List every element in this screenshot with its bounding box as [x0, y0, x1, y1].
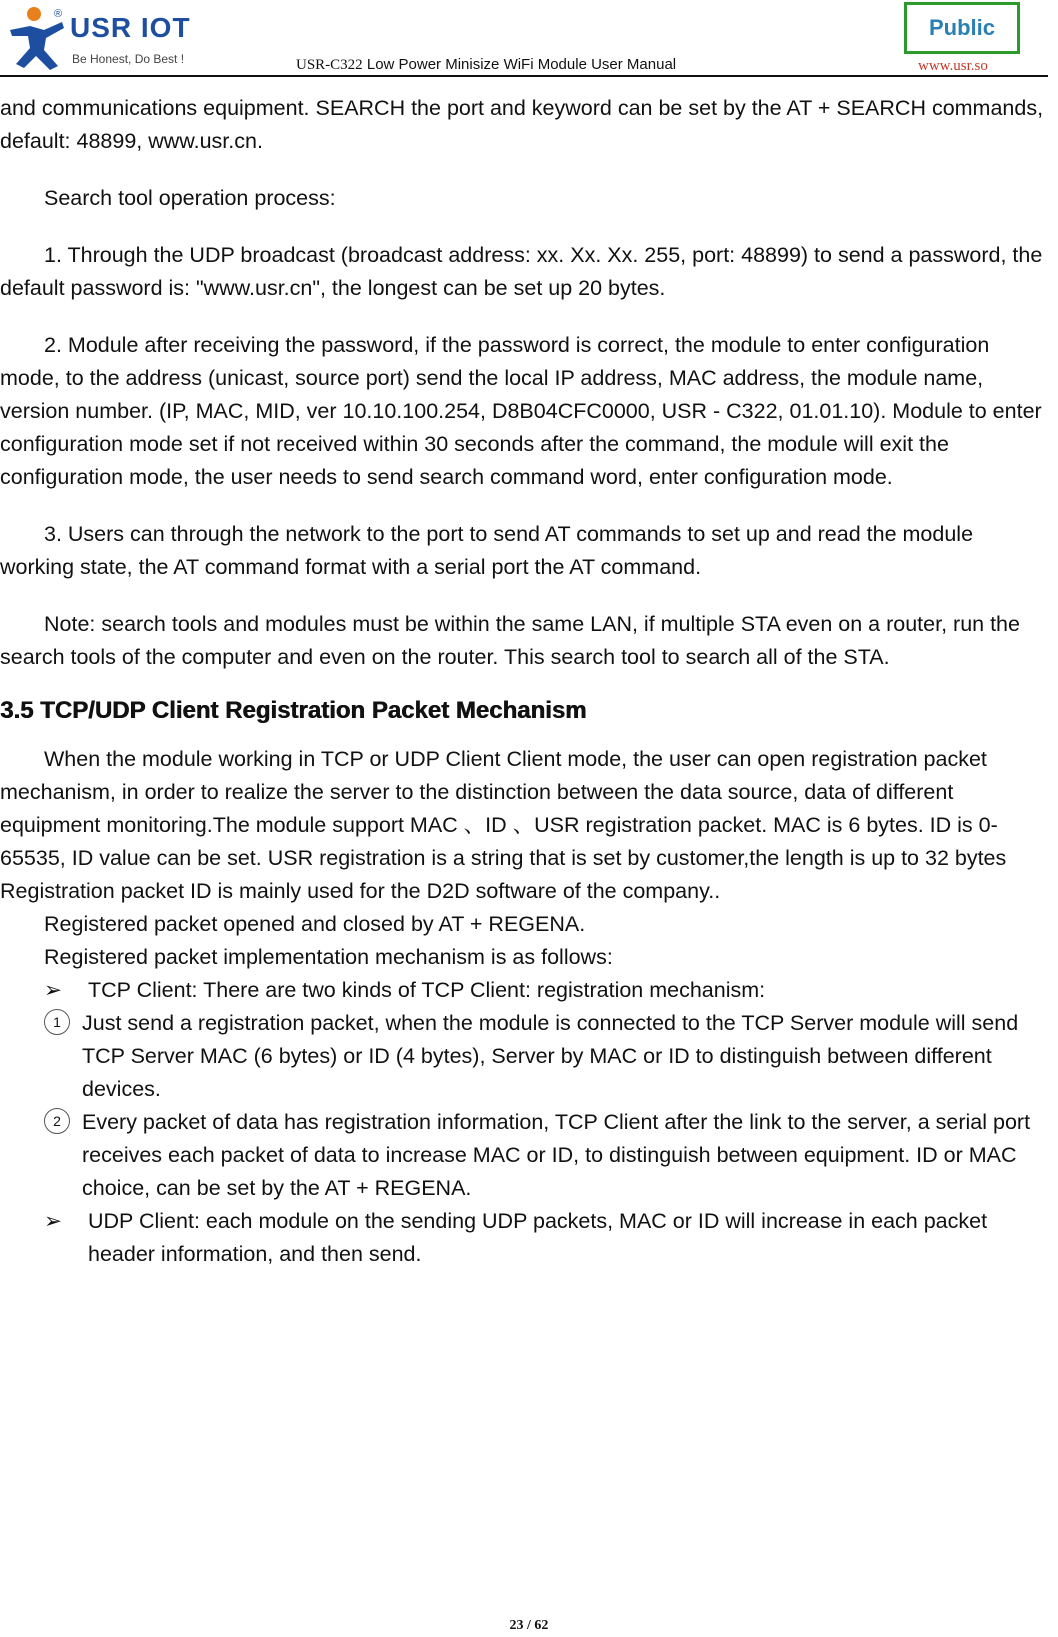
usr-iot-logo: [4, 4, 204, 74]
header-rule: [0, 75, 1048, 77]
paragraph-step-1: 1. Through the UDP broadcast (broadcast address: xx. Xx. Xx. 255, port: 48899) to send a password, the default password is: "www.usr.cn", the longest can be set up 20 bytes.: [0, 243, 1043, 300]
document-title: [296, 56, 676, 74]
paragraph-mechanism: Registered packet implementation mechanism is as follows:: [44, 945, 613, 969]
title-text: Low Power Minisize WiFi Module User Manual: [362, 56, 677, 73]
paragraph-continuation: and communications equipment. SEARCH the port and keyword can be set by the AT + SEARCH commands, default: 48899, www.usr.cn.: [0, 96, 1044, 153]
circled-number-1: 1: [44, 1009, 70, 1035]
numbered-text-1: Just send a registration packet, when the module is connected to the TCP Server module will send TCP Server MAC (6 bytes) or ID (4 bytes), Server by MAC or ID to distinguish between different devices.: [82, 1011, 1019, 1101]
bullet-arrow-icon: ➢: [44, 1209, 63, 1233]
header-url: www.usr.so: [918, 58, 988, 74]
brand-slogan: Be Honest, Do Best !: [72, 52, 185, 66]
public-badge: Public: [904, 2, 1020, 54]
paragraph-search-process: Search tool operation process:: [44, 186, 336, 210]
page-content: [0, 92, 1052, 1271]
section-heading: 3.5 TCP/UDP Client Registration Packet Mechanism: [0, 697, 587, 724]
circled-number-2: 2: [44, 1108, 70, 1134]
paragraph-regena: Registered packet opened and closed by AT + REGENA.: [44, 912, 586, 936]
page-number: 23 / 62: [509, 1618, 549, 1633]
paragraph-step-3: 3. Users can through the network to the port to send AT commands to set up and read the module working state, the AT command format with a serial port the AT command.: [0, 522, 974, 579]
paragraph-registration-intro: When the module working in TCP or UDP Client Client mode, the user can open registration packet mechanism, in order to realize the server to the distinction between the data source, data of different equipment monitoring.The module support MAC 、ID 、USR registration packet. MAC is 6 bytes. ID is 0-65535, ID value can be set. USR registration is a string that is set by customer,the length is up to 32 bytes Registration packet ID is mainly used for the D2D software of the company..: [0, 747, 1007, 903]
list-item: [0, 1007, 1052, 1106]
bullet-arrow-icon: ➢: [44, 978, 63, 1002]
bullet-text-tcp: TCP Client: There are two kinds of TCP Client: registration mechanism:: [88, 978, 766, 1002]
numbered-text-2: Every packet of data has registration information, TCP Client after the link to the server, a serial port receives each packet of data to increase MAC or ID, to distinguish between equipment. ID or MAC choice, can be set by the AT + REGENA.: [82, 1110, 1031, 1200]
bullet-text-udp: UDP Client: each module on the sending UDP packets, MAC or ID will increase in each packet header information, and then send.: [88, 1209, 988, 1266]
registered-mark: ®: [54, 8, 63, 20]
brand-name: USR IOT: [70, 12, 191, 43]
list-item: [0, 1205, 1052, 1271]
title-model: USR-C322: [296, 57, 363, 73]
paragraph-step-2: 2. Module after receiving the password, if the password is correct, the module to enter configuration mode, to the address (unicast, source port) send the local IP address, MAC address, the module name, version number. (IP, MAC, MID, ver 10.10.100.254, D8B04CFC0000, USR - C322, 01.01.10). Module to enter configuration mode set if not received within 30 seconds after the command, the module will exit the configuration mode, the user needs to send search command word, enter configuration mode.: [0, 333, 1042, 489]
list-item: [0, 1106, 1052, 1205]
paragraph-note: Note: search tools and modules must be within the same LAN, if multiple STA even on a router, run the search tools of the computer and even on the router. This search tool to search all of the STA.: [0, 612, 1020, 669]
page-header: [0, 0, 1058, 80]
list-item: [0, 974, 1052, 1007]
